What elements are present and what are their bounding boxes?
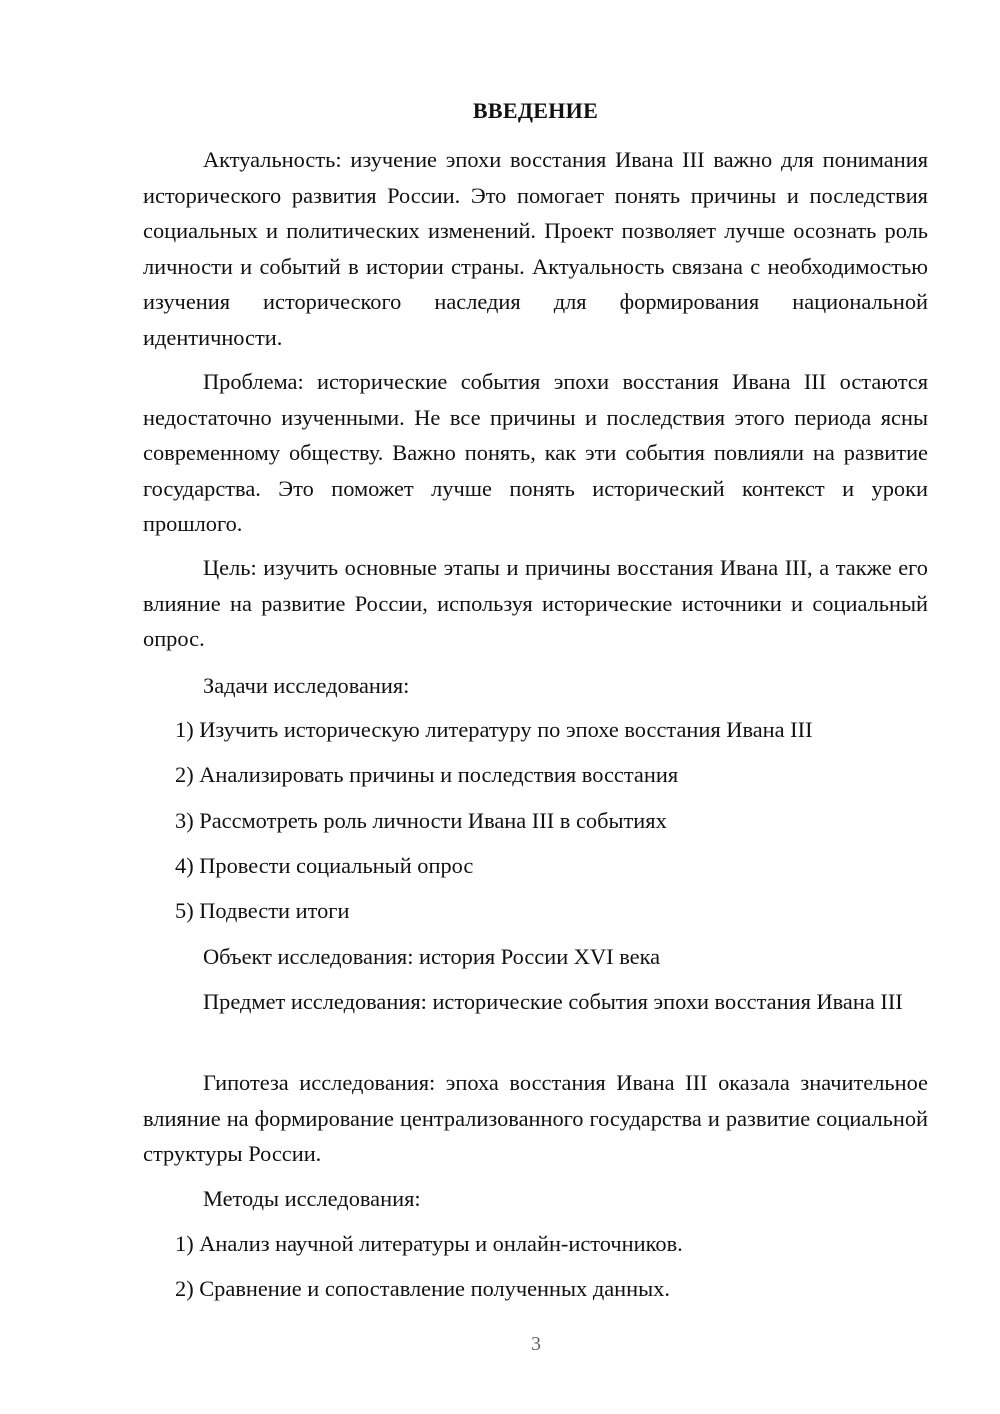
page-number: 3 [531, 1333, 541, 1355]
research-subject: Предмет исследования: исторические события эпохи восстания Ивана III [203, 989, 903, 1014]
section-heading: ВВЕДЕНИЕ [472, 98, 599, 123]
research-hypothesis: Гипотеза исследования: эпоха восстания Ивана III оказала значительное влияние на формирование централизованного государства и развитие социальной структуры России. [143, 1070, 928, 1166]
method-item-1: 1) Анализ научной литературы и онлайн-источников. [175, 1231, 683, 1256]
research-object: Объект исследования: история России XVI века [203, 944, 661, 969]
paragraph-problem: Проблема: исторические события эпохи восстания Ивана III остаются недостаточно изученными. Не все причины и последствия этого периода ясны современному обществу. Важно понять, как эти события повлияли на развитие государства. Это поможет лучше понять исторический контекст и уроки прошлого. [143, 369, 928, 536]
task-item-4: 4) Провести социальный опрос [175, 853, 474, 878]
task-item-1: 1) Изучить историческую литературу по эпохе восстания Ивана III [175, 717, 813, 742]
method-item-2: 2) Сравнение и сопоставление полученных данных. [175, 1276, 670, 1301]
methods-title: Методы исследования: [203, 1186, 421, 1211]
paragraph-goal: Цель: изучить основные этапы и причины восстания Ивана III, а также его влияние на развитие России, используя исторические источники и социальный опрос. [143, 555, 928, 651]
task-item-2: 2) Анализировать причины и последствия восстания [175, 762, 679, 787]
tasks-title: Задачи исследования: [203, 673, 410, 698]
task-item-5: 5) Подвести итоги [175, 898, 350, 923]
paragraph-relevance: Актуальность: изучение эпохи восстания Ивана III важно для понимания исторического развития России. Это помогает понять причины и последствия социальных и политических изменений. Проект позволяет лучше осознать роль личности и событий в истории страны. Актуальность связана с необходимостью изучения исторического наследия для формирования национальной идентичности. [143, 147, 928, 350]
task-item-3: 3) Рассмотреть роль личности Ивана III в событиях [175, 808, 667, 833]
